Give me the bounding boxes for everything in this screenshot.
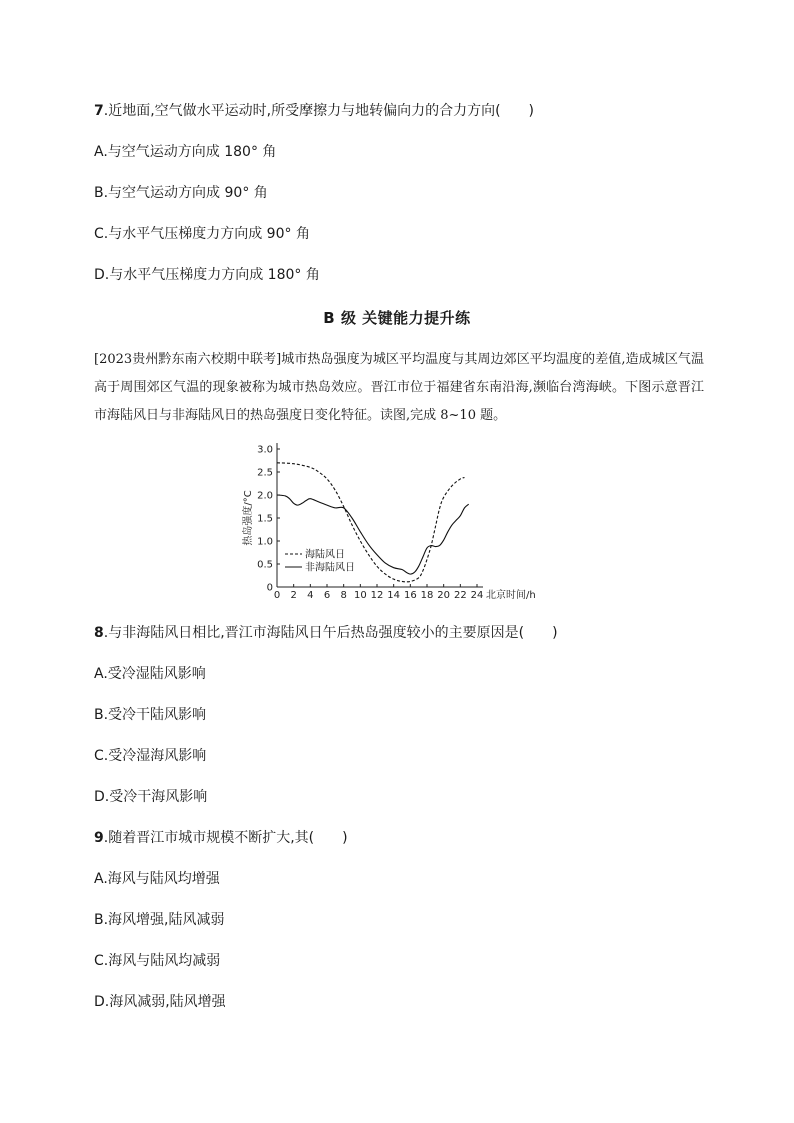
legend-label: 非海陆风日	[305, 562, 355, 574]
option-b[interactable]: B.受冷干陆风影响	[94, 707, 207, 723]
y-tick-label: 0	[266, 582, 273, 594]
question-number: 9	[94, 830, 104, 846]
x-tick-label: 18	[420, 590, 434, 601]
x-tick-label: 16	[403, 590, 417, 601]
option-b[interactable]: B.与空气运动方向成 90° 角	[94, 185, 268, 201]
question-text: .近地面,空气做水平运动时,所受摩擦力与地转偏向力的合力方向( )	[103, 103, 535, 119]
material-intro: [2023贵州黔东南六校期中联考]城市热岛强度为城区平均温度与其周边郊区平均温度的差值,造成城区气温高于周围郊区气温的现象被称为城市热岛效应。晋江市位于福建省东南沿海,濒临台湾海峡。下图示意晋江市海陆风日与非海陆风日的热岛强度日变化特征。读图,完成 8~10 题。	[94, 352, 704, 423]
chart-legend	[285, 548, 355, 574]
x-tick-label: 4	[307, 590, 314, 601]
question-text: .与非海陆风日相比,晋江市海陆风日午后热岛强度较小的主要原因是( )	[103, 625, 558, 641]
y-tick-label: 2.0	[257, 490, 273, 502]
x-tick-label: 22	[453, 590, 467, 601]
option-d[interactable]: D.与水平气压梯度力方向成 180° 角	[94, 267, 320, 283]
heat-island-chart	[240, 436, 560, 611]
x-tick-label: 8	[340, 590, 347, 601]
option-c[interactable]: C.海风与陆风均减弱	[94, 953, 221, 969]
option-c[interactable]: C.受冷湿海风影响	[94, 748, 207, 764]
x-tick-label: 20	[437, 590, 451, 601]
x-tick-label: 14	[387, 590, 401, 601]
chart-ticks	[257, 445, 483, 602]
x-tick-label: 2	[290, 590, 297, 601]
y-tick-label: 1.0	[257, 536, 273, 548]
option-b[interactable]: B.海风增强,陆风减弱	[94, 912, 225, 928]
option-c[interactable]: C.与水平气压梯度力方向成 90° 角	[94, 226, 310, 242]
option-a[interactable]: A.海风与陆风均增强	[94, 871, 220, 887]
option-a[interactable]: A.受冷湿陆风影响	[94, 666, 206, 682]
legend-label: 海陆风日	[305, 549, 345, 561]
x-tick-label: 24	[470, 590, 484, 601]
chart-svg	[240, 436, 560, 611]
y-axis-label: 热岛强度/°C	[243, 490, 254, 546]
chart-axes	[241, 443, 536, 601]
x-tick-label: 6	[323, 590, 331, 601]
y-tick-label: 2.5	[257, 467, 273, 479]
option-d[interactable]: D.受冷干海风影响	[94, 789, 208, 805]
section-title: B 级 关键能力提升练	[323, 309, 471, 327]
option-d[interactable]: D.海风减弱,陆风增强	[94, 994, 226, 1010]
question-8-stem	[94, 624, 558, 642]
x-tick-label: 10	[353, 590, 367, 601]
y-tick-label: 0.5	[257, 559, 273, 571]
question-text: .随着晋江市城市规模不断扩大,其( )	[103, 830, 348, 846]
y-tick-label: 3.0	[257, 444, 273, 456]
x-axis-label: 北京时间/h	[486, 590, 536, 601]
x-tick-label: 0	[273, 590, 281, 601]
option-a[interactable]: A.与空气运动方向成 180° 角	[94, 144, 277, 160]
question-number: 8	[94, 625, 104, 641]
y-tick-label: 1.5	[257, 513, 273, 525]
x-tick-label: 12	[370, 590, 384, 601]
question-7-stem	[94, 102, 534, 120]
question-number: 7	[94, 103, 104, 119]
question-9-stem	[94, 829, 348, 847]
